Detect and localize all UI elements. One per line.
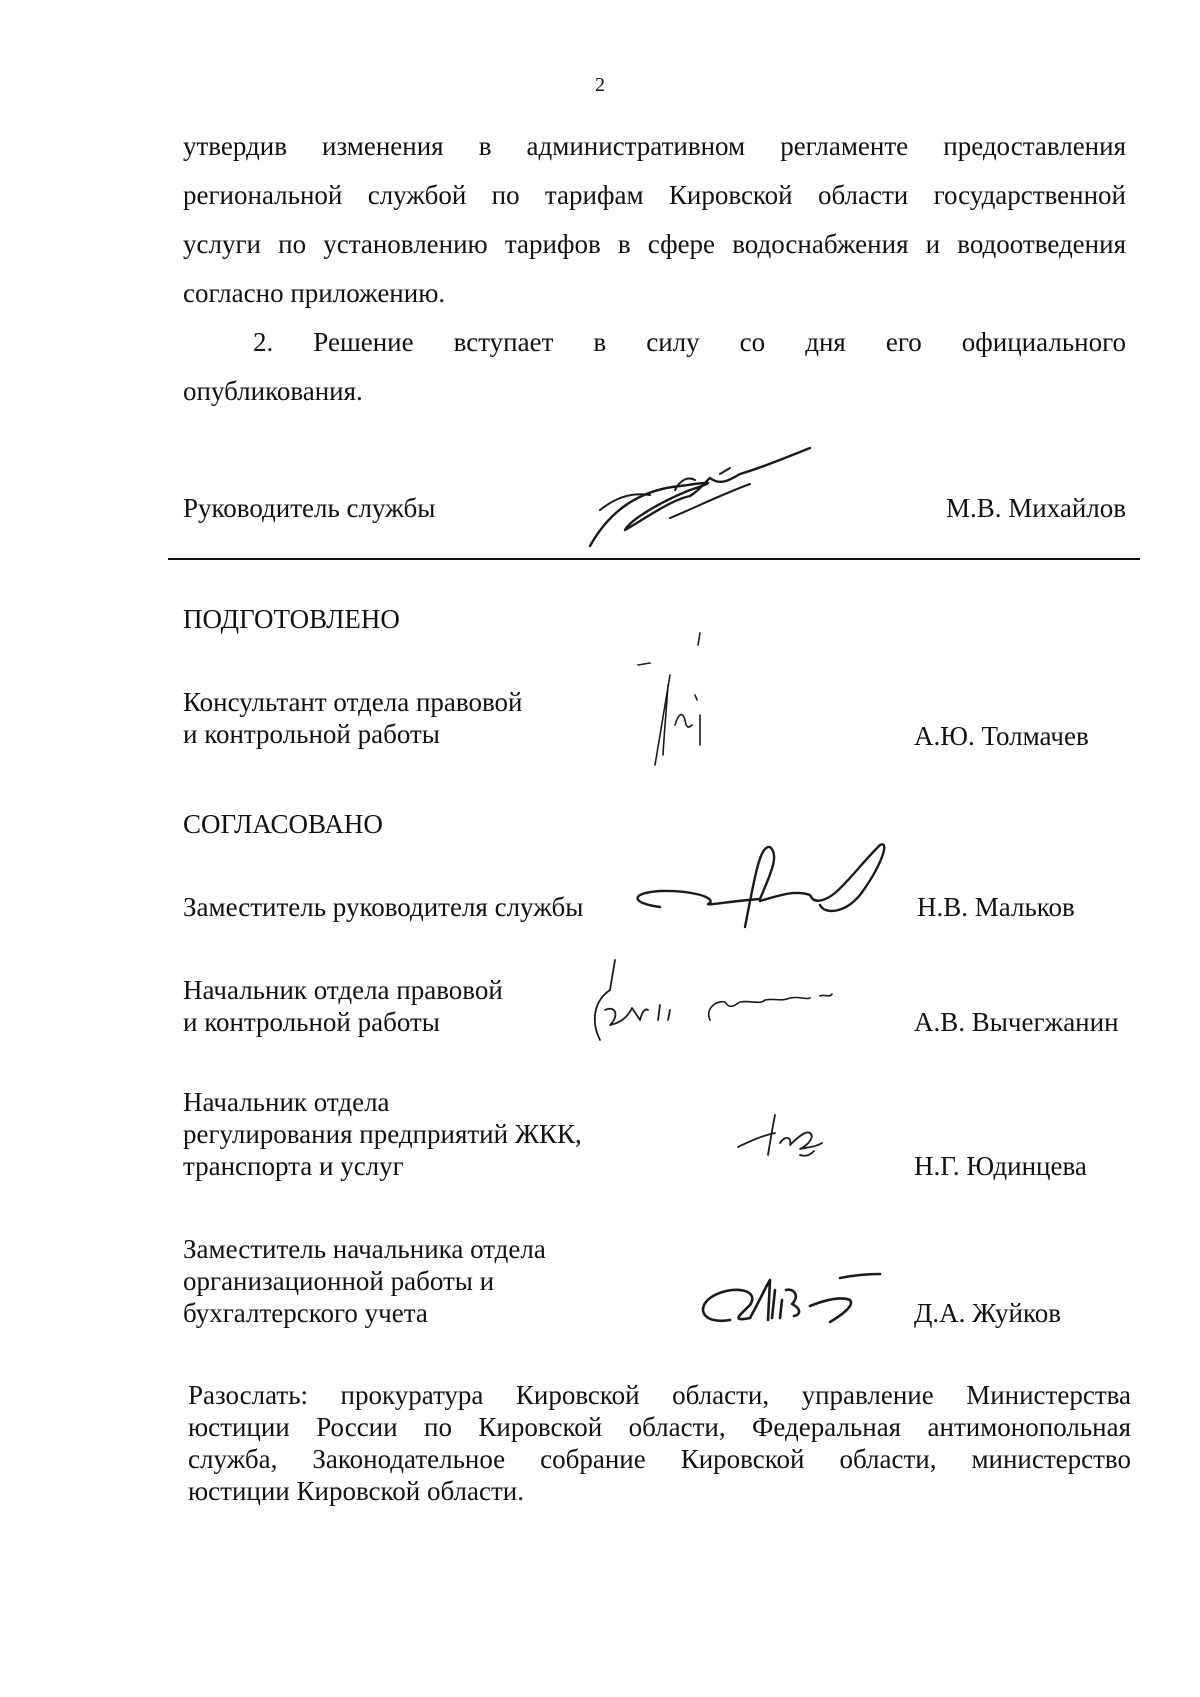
distribution-line: юстиции России по Кировской области, Федеральная антимонопольная [188, 1412, 1131, 1442]
position-line: Заместитель начальника отдела [183, 1234, 546, 1264]
paragraph-line: согласно приложению. [183, 278, 446, 308]
paragraph-1 [183, 122, 1126, 318]
paragraph-line: региональной службой по тарифам Кировской области государственной [183, 180, 1126, 210]
signer-signature [730, 1105, 840, 1165]
page-number: 2 [595, 74, 605, 96]
signer-signature [690, 1260, 910, 1350]
agreed-heading: СОГЛАСОВАНО [183, 809, 383, 839]
paragraph-2 [183, 318, 1126, 416]
position-line: и контрольной работы [183, 1007, 440, 1037]
signer-name: А.В. Вычегжанин [914, 1007, 1119, 1037]
position-line: организационной работы и [183, 1266, 495, 1296]
position-line: Начальник отдела [183, 1087, 390, 1117]
prepared-heading: ПОДГОТОВЛЕНО [183, 604, 400, 634]
signer-position [183, 1233, 546, 1329]
position-line: бухгалтерского учета [183, 1298, 428, 1328]
signer-position [183, 974, 503, 1038]
paragraph-line: утвердив изменения в административном регламенте предоставления [183, 131, 1126, 161]
signer-name: Н.В. Мальков [917, 892, 1075, 922]
position-line: регулирования предприятий ЖКК, [183, 1119, 582, 1149]
signer-name: Д.А. Жуйков [914, 1298, 1061, 1328]
prepared-position [183, 686, 522, 750]
head-signature [570, 440, 830, 560]
signer-signature [620, 835, 900, 945]
head-position: Руководитель службы [183, 493, 436, 523]
paragraph-line: услуги по установлению тарифов в сфере водоснабжения и водоотведения [183, 229, 1126, 259]
distribution-line: Разослать: прокуратура Кировской области, управление Министерства [188, 1380, 1131, 1410]
position-line: Консультант отдела правовой [183, 687, 523, 717]
distribution-line: юстиции Кировской области. [188, 1476, 524, 1506]
signer-position [183, 1086, 582, 1182]
prepared-signature [630, 625, 770, 790]
signer-position [183, 891, 583, 923]
signer-name: Н.Г. Юдинцева [914, 1151, 1087, 1181]
paragraph-line: опубликования. [183, 376, 363, 406]
distribution-line: служба, Законодательное собрание Кировской области, министерство [188, 1444, 1131, 1474]
signer-signature [570, 950, 870, 1050]
position-line: Заместитель руководителя службы [183, 892, 584, 922]
separator-line [168, 558, 1140, 560]
paragraph-line: 2. Решение вступает в силу со дня его официального [253, 327, 1126, 357]
position-line: и контрольной работы [183, 719, 440, 749]
prepared-name: А.Ю. Толмачев [914, 721, 1089, 751]
position-line: транспорта и услуг [183, 1151, 404, 1181]
position-line: Начальник отдела правовой [183, 975, 503, 1005]
head-name: М.В. Михайлов [945, 493, 1126, 523]
distribution-list [188, 1379, 1131, 1507]
